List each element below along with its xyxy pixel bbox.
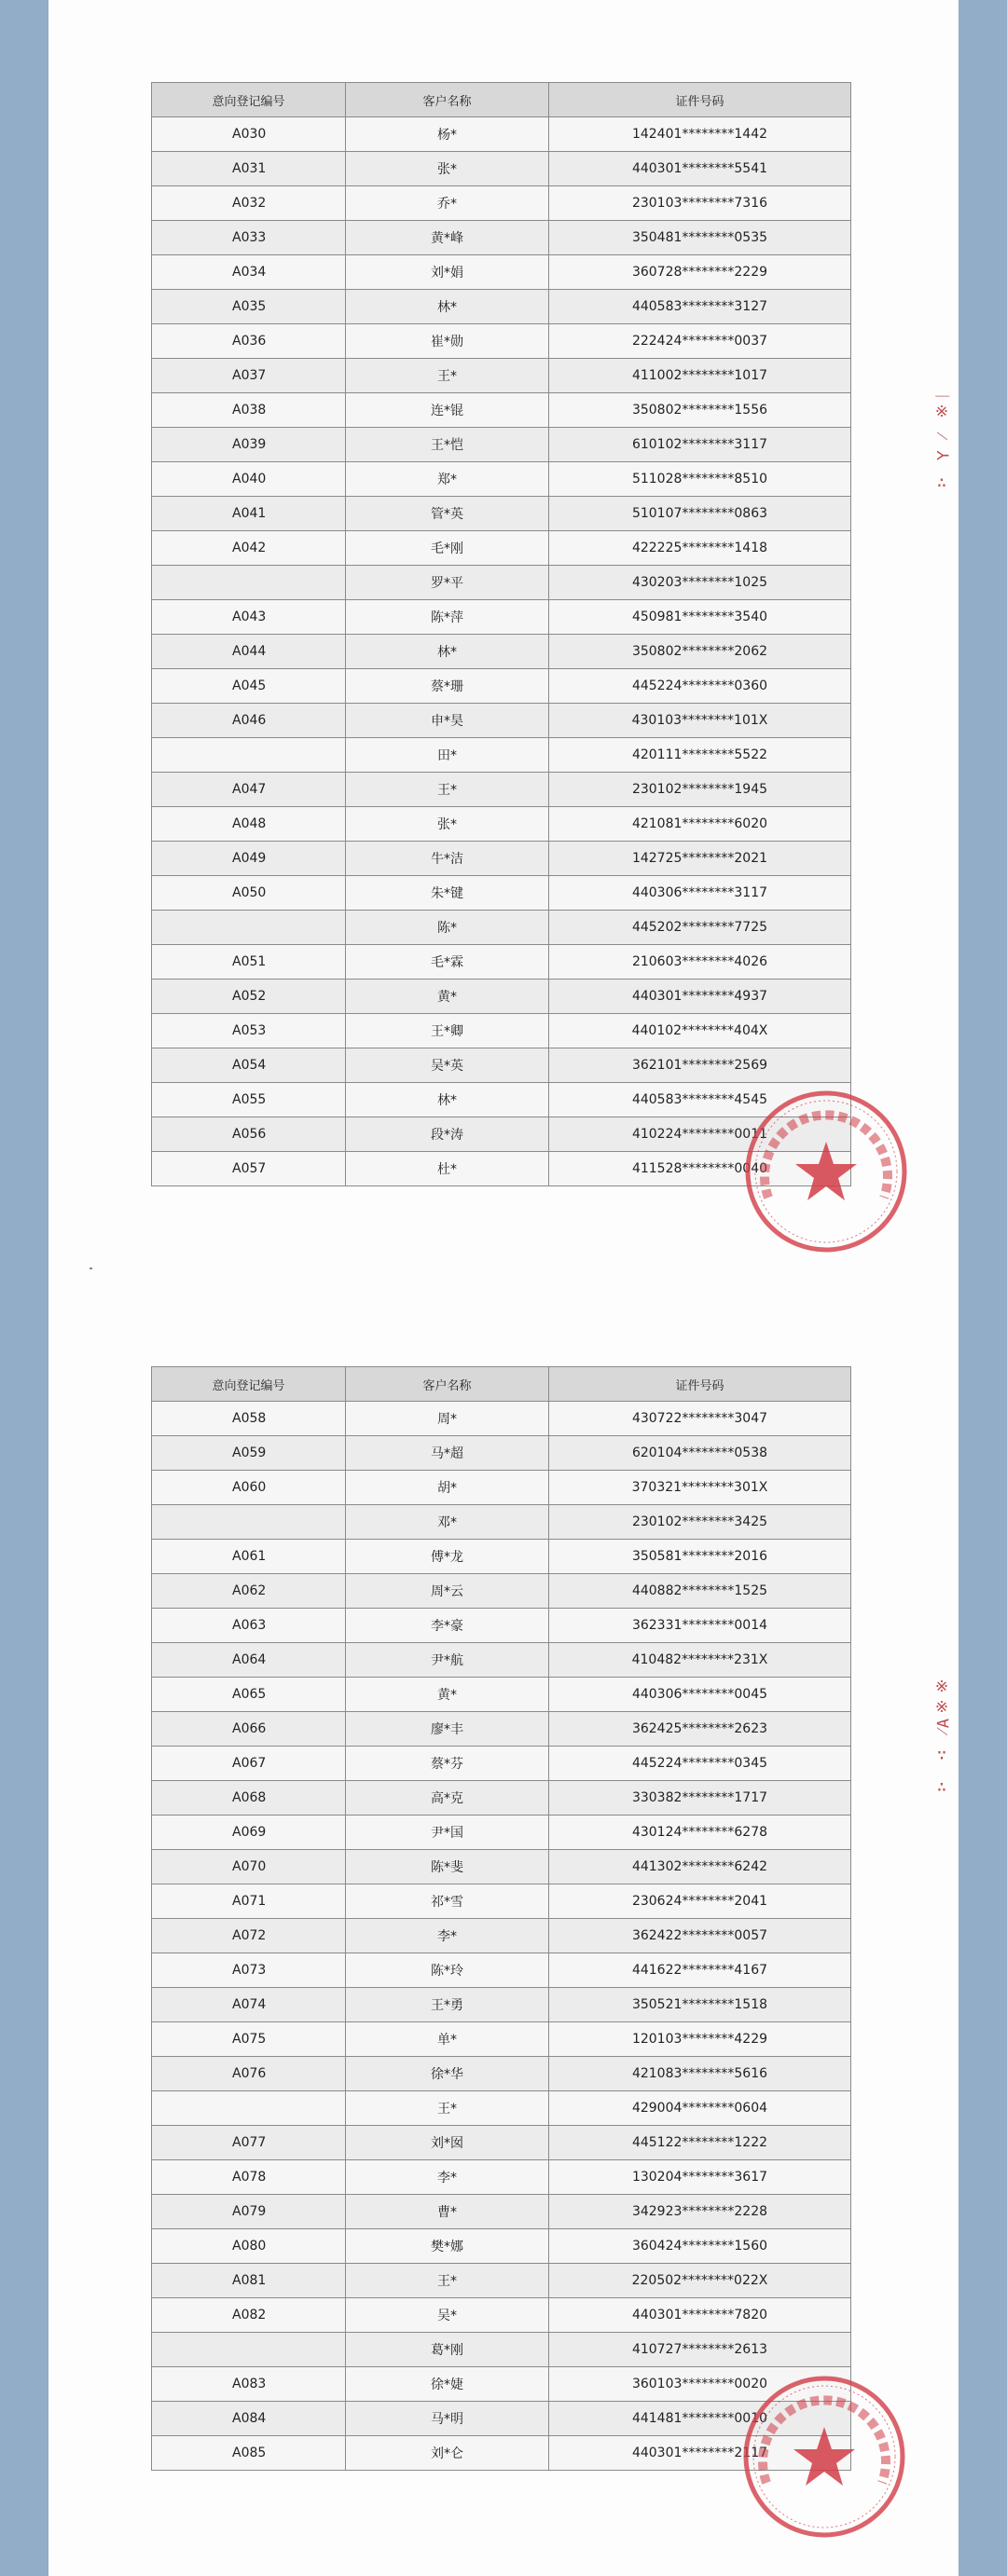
id-number-cell: 440306********3117: [549, 876, 851, 911]
registration-id-cell: [152, 2091, 346, 2126]
table-row: [152, 2298, 851, 2333]
table-row: [152, 2022, 851, 2057]
id-number-cell: 362101********2569: [549, 1048, 851, 1083]
id-number-cell: 441302********6242: [549, 1850, 851, 1884]
table-row: [152, 152, 851, 186]
customer-name-cell: 李*豪: [346, 1609, 549, 1643]
customer-name-cell: 朱*键: [346, 876, 549, 911]
id-number-cell: 440301********2117: [549, 2436, 851, 2471]
customer-name-cell: 徐*婕: [346, 2367, 549, 2402]
id-number-cell: 142401********1442: [549, 117, 851, 152]
customer-name-cell: 杨*: [346, 117, 549, 152]
customer-name-cell: 连*锟: [346, 393, 549, 428]
registration-id-cell: A074: [152, 1988, 346, 2022]
registration-id-cell: A075: [152, 2022, 346, 2057]
customer-name-cell: 陈*: [346, 911, 549, 945]
table-row: [152, 531, 851, 566]
table-row: [152, 945, 851, 980]
table-row: [152, 255, 851, 290]
id-number-cell: 362425********2623: [549, 1712, 851, 1747]
registration-id-cell: A082: [152, 2298, 346, 2333]
registration-id-cell: A077: [152, 2126, 346, 2160]
table-row: [152, 1884, 851, 1919]
registration-id-cell: A048: [152, 807, 346, 842]
customer-name-cell: 黄*: [346, 980, 549, 1014]
id-number-cell: 210603********4026: [549, 945, 851, 980]
table-row: [152, 980, 851, 1014]
id-number-cell: 620104********0538: [549, 1436, 851, 1471]
registration-table-2: [151, 1366, 851, 2471]
id-number-cell: 420111********5522: [549, 738, 851, 773]
customer-name-cell: 黄*峰: [346, 221, 549, 255]
header-registration-id: 意向登记编号: [152, 83, 346, 117]
registration-id-cell: A067: [152, 1747, 346, 1781]
table-row: [152, 1402, 851, 1436]
table-row: [152, 600, 851, 635]
registration-id-cell: A037: [152, 359, 346, 393]
table-row: [152, 2057, 851, 2091]
id-number-cell: 362331********0014: [549, 1609, 851, 1643]
id-number-cell: 222424********0037: [549, 324, 851, 359]
registration-id-cell: A065: [152, 1678, 346, 1712]
id-number-cell: 441481********0010: [549, 2402, 851, 2436]
id-number-cell: 411002********1017: [549, 359, 851, 393]
registration-id-cell: A031: [152, 152, 346, 186]
id-number-cell: 350802********2062: [549, 635, 851, 669]
id-number-cell: 450981********3540: [549, 600, 851, 635]
registration-id-cell: A078: [152, 2160, 346, 2195]
registration-id-cell: A046: [152, 704, 346, 738]
customer-name-cell: 廖*丰: [346, 1712, 549, 1747]
header-id-number: 证件号码: [549, 83, 851, 117]
customer-name-cell: 刘*娟: [346, 255, 549, 290]
table-row: [152, 876, 851, 911]
customer-name-cell: 田*: [346, 738, 549, 773]
id-number-cell: 440882********1525: [549, 1574, 851, 1609]
registration-id-cell: A083: [152, 2367, 346, 2402]
registration-id-cell: A044: [152, 635, 346, 669]
table-header-row: [152, 1367, 851, 1402]
customer-name-cell: 樊*娜: [346, 2229, 549, 2264]
id-number-cell: 360424********1560: [549, 2229, 851, 2264]
registration-id-cell: A040: [152, 462, 346, 497]
id-number-cell: 230624********2041: [549, 1884, 851, 1919]
id-number-cell: 429004********0604: [549, 2091, 851, 2126]
registration-id-cell: A039: [152, 428, 346, 462]
registration-id-cell: A047: [152, 773, 346, 807]
customer-name-cell: 王*: [346, 2264, 549, 2298]
customer-name-cell: 王*卿: [346, 1014, 549, 1048]
company-seal-stamp: [740, 1086, 912, 1257]
registration-id-cell: A069: [152, 1816, 346, 1850]
customer-name-cell: 胡*: [346, 1471, 549, 1505]
customer-name-cell: 林*: [346, 635, 549, 669]
customer-name-cell: 刘*仑: [346, 2436, 549, 2471]
table-row: [152, 2160, 851, 2195]
registration-id-cell: A030: [152, 117, 346, 152]
registration-id-cell: [152, 738, 346, 773]
table-row: [152, 393, 851, 428]
table-row: [152, 635, 851, 669]
id-number-cell: 440306********0045: [549, 1678, 851, 1712]
registration-id-cell: A079: [152, 2195, 346, 2229]
customer-name-cell: 吴*: [346, 2298, 549, 2333]
id-number-cell: 445202********7725: [549, 911, 851, 945]
table-row: [152, 462, 851, 497]
customer-name-cell: 毛*刚: [346, 531, 549, 566]
registration-id-cell: [152, 911, 346, 945]
table-row: [152, 497, 851, 531]
registration-id-cell: A052: [152, 980, 346, 1014]
registration-id-cell: A041: [152, 497, 346, 531]
id-number-cell: 350802********1556: [549, 393, 851, 428]
registration-id-cell: A063: [152, 1609, 346, 1643]
customer-name-cell: 邓*: [346, 1505, 549, 1540]
customer-name-cell: 陈*萍: [346, 600, 549, 635]
registration-id-cell: A076: [152, 2057, 346, 2091]
table-row: [152, 1747, 851, 1781]
customer-name-cell: 刘*囡: [346, 2126, 549, 2160]
customer-name-cell: 乔*: [346, 186, 549, 221]
table-row: [152, 1850, 851, 1884]
registration-id-cell: A055: [152, 1083, 346, 1117]
registration-id-cell: A066: [152, 1712, 346, 1747]
customer-name-cell: 郑*: [346, 462, 549, 497]
customer-name-cell: 王*恺: [346, 428, 549, 462]
id-number-cell: 120103********4229: [549, 2022, 851, 2057]
registration-id-cell: A081: [152, 2264, 346, 2298]
table-row: [152, 1014, 851, 1048]
customer-name-cell: 罗*平: [346, 566, 549, 600]
id-number-cell: 230102********1945: [549, 773, 851, 807]
table-row: [152, 428, 851, 462]
id-number-cell: 440583********3127: [549, 290, 851, 324]
id-number-cell: 430203********1025: [549, 566, 851, 600]
customer-name-cell: 张*: [346, 807, 549, 842]
customer-name-cell: 蔡*珊: [346, 669, 549, 704]
customer-name-cell: 单*: [346, 2022, 549, 2057]
registration-id-cell: A072: [152, 1919, 346, 1953]
id-number-cell: 130204********3617: [549, 2160, 851, 2195]
customer-name-cell: 尹*航: [346, 1643, 549, 1678]
id-number-cell: 430722********3047: [549, 1402, 851, 1436]
id-number-cell: 360728********2229: [549, 255, 851, 290]
id-number-cell: 350581********2016: [549, 1540, 851, 1574]
table-row: [152, 186, 851, 221]
id-number-cell: 421083********5616: [549, 2057, 851, 2091]
registration-id-cell: A043: [152, 600, 346, 635]
table-row: [152, 324, 851, 359]
customer-name-cell: 管*英: [346, 497, 549, 531]
registration-id-cell: A056: [152, 1117, 346, 1152]
customer-name-cell: 周*云: [346, 1574, 549, 1609]
id-number-cell: 370321********301X: [549, 1471, 851, 1505]
registration-id-cell: A064: [152, 1643, 346, 1678]
table-row: [152, 1988, 851, 2022]
table-row: [152, 1816, 851, 1850]
speck: [90, 1267, 92, 1269]
id-number-cell: 440102********404X: [549, 1014, 851, 1048]
customer-name-cell: 段*涛: [346, 1117, 549, 1152]
table-row: [152, 1505, 851, 1540]
table-row: [152, 359, 851, 393]
seam-stamp-mark: ᛁ※ ⁄ ⅄ ∴: [932, 391, 951, 495]
id-number-cell: 230102********3425: [549, 1505, 851, 1540]
id-number-cell: 230103********7316: [549, 186, 851, 221]
table-row: [152, 704, 851, 738]
customer-name-cell: 张*: [346, 152, 549, 186]
registration-id-cell: A033: [152, 221, 346, 255]
customer-name-cell: 牛*洁: [346, 842, 549, 876]
id-number-cell: 511028********8510: [549, 462, 851, 497]
table-header-row: [152, 83, 851, 117]
header-id-number: 证件号码: [549, 1367, 851, 1402]
registration-id-cell: A057: [152, 1152, 346, 1186]
customer-name-cell: 傅*龙: [346, 1540, 549, 1574]
id-number-cell: 430124********6278: [549, 1816, 851, 1850]
id-number-cell: 410482********231X: [549, 1643, 851, 1678]
registration-id-cell: A073: [152, 1953, 346, 1988]
seam-stamp-mark: ※※∀⁄ ∵ ∴: [932, 1678, 951, 1799]
table-row: [152, 2091, 851, 2126]
customer-name-cell: 林*: [346, 290, 549, 324]
customer-name-cell: 王*: [346, 2091, 549, 2126]
registration-id-cell: A035: [152, 290, 346, 324]
registration-id-cell: A042: [152, 531, 346, 566]
id-number-cell: 610102********3117: [549, 428, 851, 462]
id-number-cell: 142725********2021: [549, 842, 851, 876]
customer-name-cell: 曹*: [346, 2195, 549, 2229]
table-row: [152, 738, 851, 773]
registration-id-cell: A071: [152, 1884, 346, 1919]
customer-name-cell: 林*: [346, 1083, 549, 1117]
table-row: [152, 1540, 851, 1574]
table-row: [152, 566, 851, 600]
customer-name-cell: 黄*: [346, 1678, 549, 1712]
customer-name-cell: 杜*: [346, 1152, 549, 1186]
table-row: [152, 2229, 851, 2264]
id-number-cell: 411528********0040: [549, 1152, 851, 1186]
id-number-cell: 342923********2228: [549, 2195, 851, 2229]
customer-name-cell: 祁*雪: [346, 1884, 549, 1919]
registration-id-cell: A068: [152, 1781, 346, 1816]
customer-name-cell: 毛*霖: [346, 945, 549, 980]
customer-name-cell: 陈*玲: [346, 1953, 549, 1988]
id-number-cell: 445224********0360: [549, 669, 851, 704]
id-number-cell: 440583********4545: [549, 1083, 851, 1117]
id-number-cell: 440301********5541: [549, 152, 851, 186]
id-number-cell: 445224********0345: [549, 1747, 851, 1781]
registration-id-cell: A061: [152, 1540, 346, 1574]
customer-name-cell: 葛*刚: [346, 2333, 549, 2367]
table-row: [152, 1781, 851, 1816]
table-row: [152, 807, 851, 842]
table-row: [152, 842, 851, 876]
table-row: [152, 1471, 851, 1505]
table-row: [152, 2264, 851, 2298]
table-row: [152, 1048, 851, 1083]
registration-id-cell: A059: [152, 1436, 346, 1471]
table-row: [152, 1436, 851, 1471]
id-number-cell: 430103********101X: [549, 704, 851, 738]
customer-name-cell: 崔*勋: [346, 324, 549, 359]
id-number-cell: 350481********0535: [549, 221, 851, 255]
table-row: [152, 2333, 851, 2367]
customer-name-cell: 王*: [346, 359, 549, 393]
registration-id-cell: A080: [152, 2229, 346, 2264]
customer-name-cell: 蔡*芬: [346, 1747, 549, 1781]
customer-name-cell: 吴*英: [346, 1048, 549, 1083]
company-seal-stamp: [738, 2371, 910, 2542]
registration-id-cell: A058: [152, 1402, 346, 1436]
registration-id-cell: A051: [152, 945, 346, 980]
table-row: [152, 1678, 851, 1712]
table-row: [152, 2126, 851, 2160]
table-row: [152, 1919, 851, 1953]
registration-id-cell: [152, 2333, 346, 2367]
registration-id-cell: A060: [152, 1471, 346, 1505]
id-number-cell: 421081********6020: [549, 807, 851, 842]
customer-name-cell: 李*: [346, 2160, 549, 2195]
registration-id-cell: A062: [152, 1574, 346, 1609]
id-number-cell: 360103********0020: [549, 2367, 851, 2402]
registration-id-cell: A084: [152, 2402, 346, 2436]
id-number-cell: 440301********7820: [549, 2298, 851, 2333]
table-row: [152, 221, 851, 255]
customer-name-cell: 王*勇: [346, 1988, 549, 2022]
customer-name-cell: 马*超: [346, 1436, 549, 1471]
id-number-cell: 440301********4937: [549, 980, 851, 1014]
table-row: [152, 911, 851, 945]
table-row: [152, 290, 851, 324]
registration-id-cell: A053: [152, 1014, 346, 1048]
registration-id-cell: [152, 566, 346, 600]
registration-id-cell: A038: [152, 393, 346, 428]
customer-name-cell: 申*昊: [346, 704, 549, 738]
id-number-cell: 362422********0057: [549, 1919, 851, 1953]
table-row: [152, 1609, 851, 1643]
id-number-cell: 445122********1222: [549, 2126, 851, 2160]
id-number-cell: 410224********0011: [549, 1117, 851, 1152]
customer-name-cell: 高*克: [346, 1781, 549, 1816]
customer-name-cell: 王*: [346, 773, 549, 807]
customer-name-cell: 李*: [346, 1919, 549, 1953]
registration-table-1: [151, 82, 851, 1186]
id-number-cell: 441622********4167: [549, 1953, 851, 1988]
registration-id-cell: A050: [152, 876, 346, 911]
table-row: [152, 117, 851, 152]
id-number-cell: 330382********1717: [549, 1781, 851, 1816]
customer-name-cell: 徐*华: [346, 2057, 549, 2091]
table-row: [152, 773, 851, 807]
customer-name-cell: 尹*国: [346, 1816, 549, 1850]
registration-id-cell: [152, 1505, 346, 1540]
registration-id-cell: A070: [152, 1850, 346, 1884]
table-row: [152, 2195, 851, 2229]
registration-id-cell: A032: [152, 186, 346, 221]
registration-id-cell: A045: [152, 669, 346, 704]
table-row: [152, 669, 851, 704]
customer-name-cell: 马*明: [346, 2402, 549, 2436]
header-customer-name: 客户名称: [346, 83, 549, 117]
table-row: [152, 1953, 851, 1988]
id-number-cell: 350521********1518: [549, 1988, 851, 2022]
table-row: [152, 1712, 851, 1747]
registration-id-cell: A049: [152, 842, 346, 876]
registration-id-cell: A085: [152, 2436, 346, 2471]
table-row: [152, 1574, 851, 1609]
customer-name-cell: 陈*斐: [346, 1850, 549, 1884]
registration-id-cell: A036: [152, 324, 346, 359]
id-number-cell: 410727********2613: [549, 2333, 851, 2367]
registration-id-cell: A054: [152, 1048, 346, 1083]
header-registration-id: 意向登记编号: [152, 1367, 346, 1402]
id-number-cell: 510107********0863: [549, 497, 851, 531]
customer-name-cell: 周*: [346, 1402, 549, 1436]
id-number-cell: 422225********1418: [549, 531, 851, 566]
registration-id-cell: A034: [152, 255, 346, 290]
table-row: [152, 1643, 851, 1678]
header-customer-name: 客户名称: [346, 1367, 549, 1402]
id-number-cell: 220502********022X: [549, 2264, 851, 2298]
